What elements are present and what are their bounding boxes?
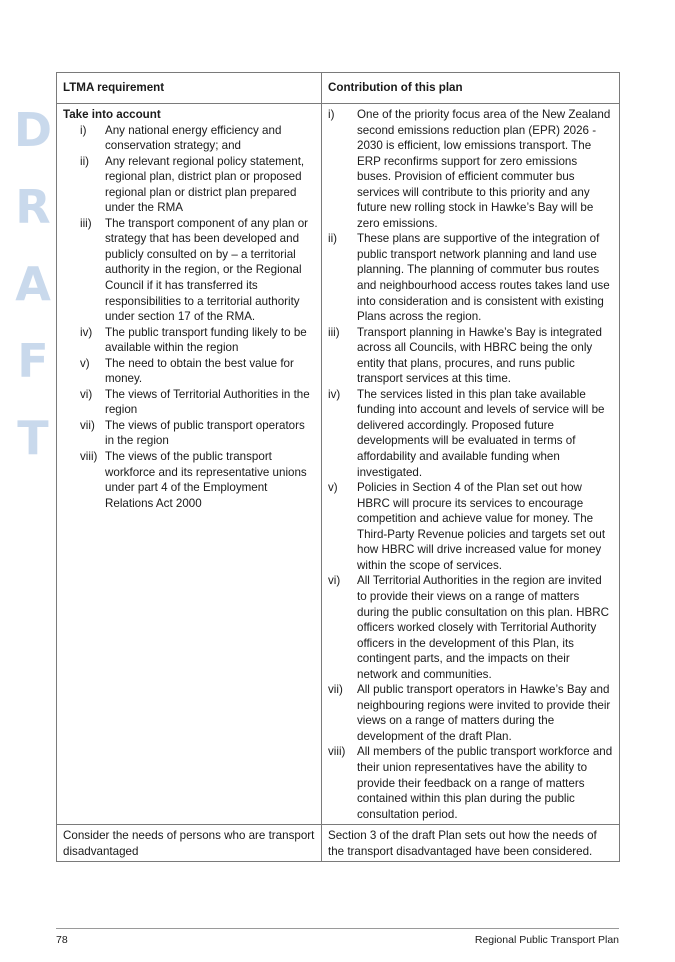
table-header-row xyxy=(57,73,620,104)
list-number: iv) xyxy=(80,325,93,339)
list-text: Any relevant regional policy statement, regional plan, district plan or proposed regional plan or district plan prepared under the RMA xyxy=(105,154,305,215)
list-number: vi) xyxy=(328,574,341,588)
list-number: v) xyxy=(328,481,338,495)
list-item xyxy=(63,154,315,216)
list-number: viii) xyxy=(80,450,98,464)
list-text: Transport planning in Hawke’s Bay is integrated across all Councils, with HBRC being the only entity that plans, procures, and runs public transport services at this time. xyxy=(357,325,602,386)
document-title: Regional Public Transport Plan xyxy=(474,934,619,946)
list-text: All public transport operators in Hawke’s Bay and neighbouring regions were invited to provide their views on a range of matters during the development of the draft Plan. xyxy=(357,683,611,743)
list-text: The views of public transport operators in the region xyxy=(105,418,305,448)
list-item xyxy=(328,107,613,231)
list-number: vii) xyxy=(80,418,95,432)
list-number: i) xyxy=(328,108,335,121)
list-item xyxy=(63,325,315,356)
take-into-account-heading: Take into account xyxy=(63,108,161,121)
draft-watermark xyxy=(8,92,58,477)
watermark-letter: T xyxy=(17,411,49,465)
list-text: One of the priority focus area of the New Zealand second emissions reduction plan (EPR) 2026 - 2030 is efficient, low emissions transport. The ERP reconfirms support for zero emissions buses. Provision of efficient commuter bus services will contribute to this priority and any future new rolling stock in Hawke’s Bay will be zero emissions. xyxy=(357,108,611,230)
list-text: The views of Territorial Authorities in the region xyxy=(105,387,310,417)
list-item xyxy=(328,573,613,682)
contribution-list xyxy=(328,107,613,822)
watermark-letter: A xyxy=(15,257,51,311)
list-number: v) xyxy=(80,356,90,370)
list-text: All members of the public transport workforce and their union representatives have the ability to provide their feedback on a range of matters contained within this plan during the public consultation period. xyxy=(357,745,613,821)
watermark-letter: F xyxy=(17,334,49,388)
requirement-cell: Consider the needs of persons who are transport disadvantaged xyxy=(57,825,322,862)
table-row xyxy=(57,104,620,825)
list-item xyxy=(328,387,613,480)
list-number: vii) xyxy=(328,683,343,697)
watermark-letter: R xyxy=(15,180,51,234)
contribution-cell xyxy=(322,104,620,825)
list-number: iv) xyxy=(328,387,341,401)
list-text: The transport component of any plan or strategy that has been developed and publicly consulted on by – a territorial authority in the region, or the Regional Council if it has transferred its responsibilities to a territorial authority under section 17 of the RMA. xyxy=(105,216,309,324)
list-text: The need to obtain the best value for money. xyxy=(105,356,294,386)
list-number: iii) xyxy=(328,325,340,339)
requirement-cell xyxy=(57,104,322,825)
column-header-contribution: Contribution of this plan xyxy=(322,73,620,104)
list-item xyxy=(63,418,315,449)
list-item xyxy=(328,682,613,744)
ltma-requirements-table xyxy=(56,72,620,862)
list-text: Policies in Section 4 of the Plan set out how HBRC will procure its services to encourage competition and achieve value for money. The Third-Party Revenue policies and targets set out how HBRC will drive increased value for money within the scope of services. xyxy=(357,481,606,572)
list-item xyxy=(328,480,613,573)
list-text: Any national energy efficiency and conservation strategy; and xyxy=(105,123,282,153)
list-item xyxy=(328,325,613,387)
list-number: i) xyxy=(80,123,87,137)
list-text: All Territorial Authorities in the region are invited to provide their views on a range of matters during the public consultation on this plan. HBRC officers worked closely with Territorial Authority officers in the development of this Plan, its contingent parts, and the impacts on their network and communities. xyxy=(357,574,609,681)
list-item xyxy=(63,449,315,511)
column-header-ltma-requirement: LTMA requirement xyxy=(57,73,322,104)
requirement-list xyxy=(63,123,315,512)
list-number: iii) xyxy=(80,216,92,230)
list-number: ii) xyxy=(80,154,90,168)
list-text: These plans are supportive of the integration of public transport network planning and land use planning. The planning of commuter bus routes and neighbourhood access routes takes land use into consideration and is consistent with existing Plans across the region. xyxy=(357,232,610,324)
list-item xyxy=(328,744,613,822)
page-number: 78 xyxy=(56,934,68,946)
contribution-cell: Section 3 of the draft Plan sets out how the needs of the transport disadvantaged have been considered. xyxy=(322,825,620,862)
list-item xyxy=(63,123,315,154)
list-item xyxy=(63,356,315,387)
footer-divider xyxy=(56,928,619,929)
list-item xyxy=(328,231,613,324)
list-text: The services listed in this plan take available funding into account and levels of service will be delivered accordingly. Proposed future developments will be evaluated in terms of affordability and available funding when investigated. xyxy=(357,387,605,479)
list-text: The views of the public transport workforce and its representative unions under part 4 of the Employment Relations Act 2000 xyxy=(105,450,307,510)
list-text: The public transport funding likely to be available within the region xyxy=(105,325,307,355)
table-row xyxy=(57,825,620,862)
watermark-letter: D xyxy=(13,103,53,157)
list-number: vi) xyxy=(80,387,93,401)
list-item xyxy=(63,216,315,325)
list-item xyxy=(63,387,315,418)
list-number: viii) xyxy=(328,745,346,759)
list-number: ii) xyxy=(328,232,338,246)
